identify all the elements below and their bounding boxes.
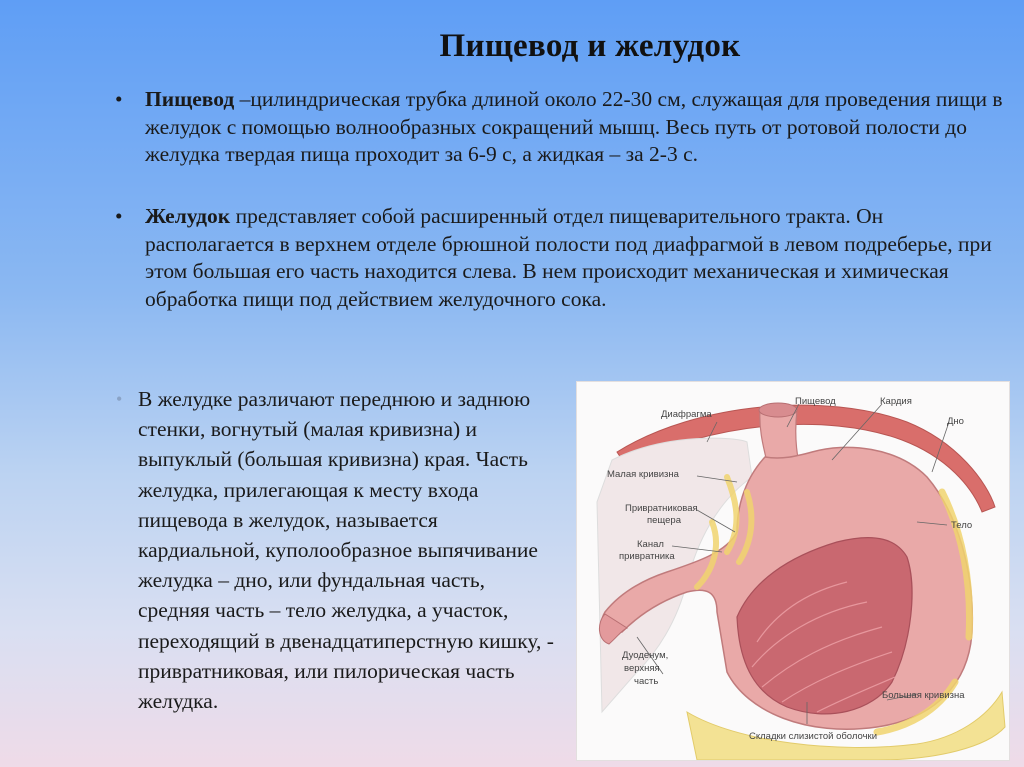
label-mucosal-folds: Складки слизистой оболочки (749, 731, 878, 742)
stomach-parts-text: В желудке различают переднюю и заднюю стенки, вогнутый (малая кривизна) и выпуклый (большая кривизна) края. Часть желудка, прилегающая к месту входа пищевода в желудок, называется кардиальной, куполообразное выпячивание желудка – дно, или фундальная часть, средняя часть – тело желудка, а участок, переходящий в двенадцатиперстную кишку, - привратниковая, или пилорическая часть желудка. (138, 387, 554, 714)
stomach-parts-paragraph (116, 384, 558, 716)
label-pyloric-canal-2: привратника (619, 551, 675, 562)
esophagus-opening (759, 403, 797, 417)
esophagus-text: –цилиндрическая трубка длиной около 22-30 см, служащая для проведения пищи в желудок с помощью волнообразных сокращений мышц. Весь путь от ротовой полости до желудка твердая пища проходит за 6-9 с, а жидкая – за 2-3 с. (145, 87, 1003, 166)
label-diaphragm: Диафрагма (661, 409, 712, 420)
label-duodenum-1: Дуоденум, (622, 650, 669, 661)
label-duodenum-3: часть (634, 676, 659, 687)
label-body: Тело (951, 520, 973, 531)
stomach-anatomy-figure (576, 381, 1010, 761)
label-duodenum-2: верхняя (624, 663, 660, 674)
esophagus-term: Пищевод (145, 87, 235, 111)
bullet: • (116, 389, 123, 409)
esophagus-paragraph (115, 86, 1005, 169)
bullet: • (115, 204, 123, 228)
label-greater-curvature: Большая кривизна (882, 690, 965, 701)
label-fundus: Дно (947, 416, 964, 427)
label-pyloric-antrum-2: пещера (647, 515, 681, 526)
stomach-illustration (577, 382, 1009, 760)
label-cardia: Кардия (880, 396, 912, 407)
label-lesser-curvature: Малая кривизна (607, 469, 679, 480)
label-pyloric-canal-1: Канал (637, 539, 664, 550)
label-pyloric-antrum-1: Привратниковая (625, 503, 698, 514)
stomach-term: Желудок (145, 204, 231, 228)
bullet: • (115, 87, 123, 111)
stomach-text: представляет собой расширенный отдел пищеварительного тракта. Он располагается в верхнем отделе брюшной полости под диафрагмой в левом подреберье, при этом большая его часть находится слева. В нем происходит механическая и химическая обработка пищи под действием желудочного сока. (145, 204, 992, 311)
page-title: Пищевод и желудок (439, 28, 741, 64)
label-esophagus: Пищевод (795, 396, 836, 407)
stomach-paragraph (115, 203, 1005, 313)
